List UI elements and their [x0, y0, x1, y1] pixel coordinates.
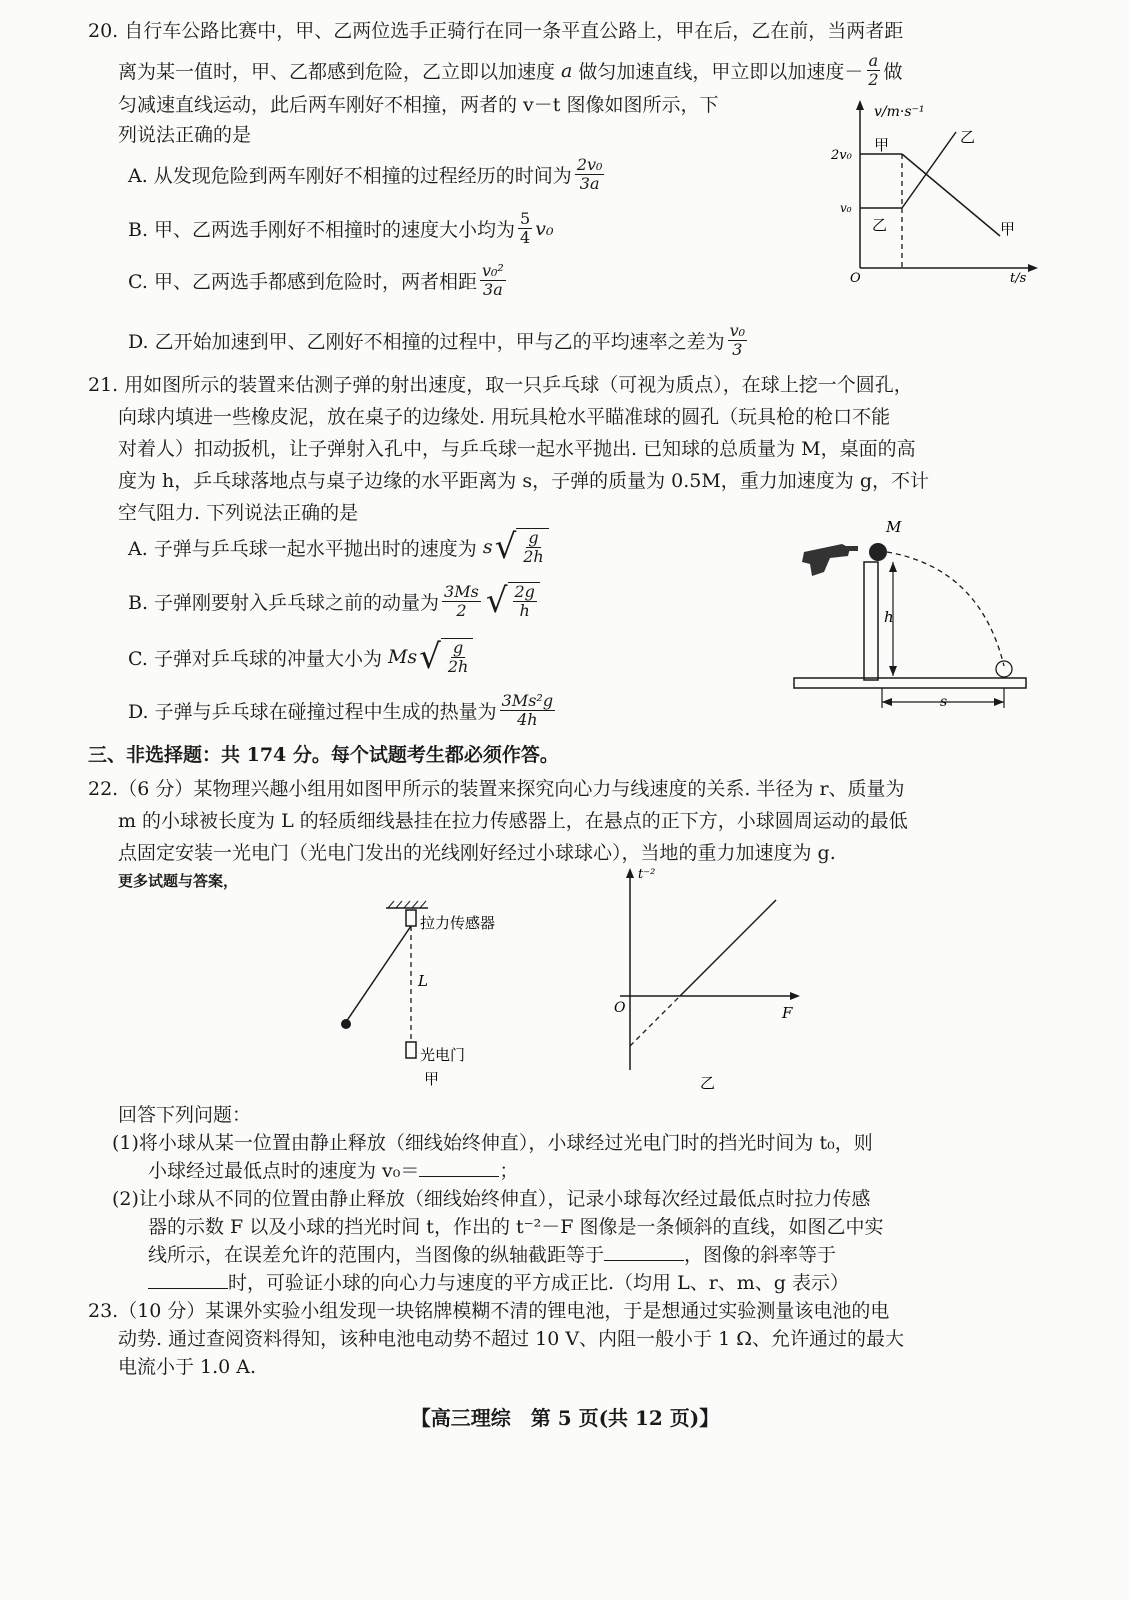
q21-stem-line4: 度为 h，乒乓球落地点与桌子边缘的水平距离为 s，子弹的质量为 0.5M，重力加速度为 g，不计: [118, 470, 929, 492]
q20-stem-line2c: 做匀加速直线，甲立即以加速度－: [578, 61, 864, 83]
q20-var-a: a: [561, 59, 573, 82]
q21-option-c: C. 子弹对乒乓球的冲量大小为 Ms √ $\frac{g}{2h}$: [128, 638, 475, 676]
svg-text:乙: 乙: [700, 1074, 716, 1092]
q20-stem-line3: 匀减速直线运动，此后两车刚好不相撞，两者的 v－t 图像如图所示，下: [118, 94, 719, 116]
svg-text:甲: 甲: [424, 1070, 440, 1088]
ball: [869, 543, 887, 561]
svg-text:甲: 甲: [1000, 220, 1016, 238]
q22-figure-yi: [600, 862, 810, 1092]
toy-gun-icon: [802, 544, 858, 576]
q21-option-d: D. 子弹与乒乓球在碰撞过程中生成的热量为 $\frac{\text{3Ms²g}}{4h}$: [128, 691, 554, 729]
svg-text:乙: 乙: [872, 216, 888, 234]
q20-option-a: A. 从发现危险到两车刚好不相撞的过程经历的时间为 $\frac{\text{2v₀}}{3a}$: [128, 155, 603, 193]
svg-text:甲: 甲: [874, 136, 890, 154]
watermark-text: 更多试题与答案，: [118, 872, 239, 890]
q21-table-figure: [790, 518, 1030, 718]
page-footer: 【高三理综 第 5 页(共 12 页)】: [410, 1406, 720, 1430]
yi-accel-segment: [902, 132, 956, 208]
answer-blank-3[interactable]: [148, 1270, 228, 1289]
q20-option-b: B. 甲、乙两选手刚好不相撞时的速度大小均为 $\frac{5}{4}$ v₀: [128, 209, 554, 247]
q23-stem-line2: 动势. 通过查阅资料得知，该种电池电动势不超过 10 V、内阻一般小于 1 Ω、允许通过的最大: [118, 1328, 904, 1350]
svg-text:O: O: [850, 271, 861, 286]
q22-part2-line4: 时，可验证小球的向心力与速度的平方成正比.（均用 L、r、m、g 表示）: [148, 1270, 849, 1296]
q22-part1-line1: (1)将小球从某一位置由静止释放（细线始终伸直），小球经过光电门时的挡光时间为 t₀，则: [112, 1132, 873, 1154]
q20-vt-graph: [830, 98, 1040, 288]
q21-stem-line1: 21. 用如图所示的装置来估测子弹的射出速度，取一只乒乓球（可视为质点），在球上挖一个圆孔，: [88, 374, 913, 396]
q21-stem-line2: 向球内填进一些橡皮泥，放在桌子的边缘处. 用玩具枪水平瞄准球的圆孔（玩具枪的枪口不能: [118, 406, 891, 428]
q23-stem-line3: 电流小于 1.0 A.: [118, 1356, 257, 1378]
q21-option-a: A. 子弹与乒乓球一起水平抛出时的速度为 s √ $\frac{g}{2h}$: [128, 528, 551, 566]
q20-acc-fraction: $\frac{a}{2}$: [868, 51, 879, 89]
q20-stem-line2a: 离为某一值时，甲、乙都感到危险，乙立即以加速度: [118, 61, 556, 83]
svg-text:t⁻²: t⁻²: [638, 867, 656, 882]
q22-part2-line2: 器的示数 F 以及小球的挡光时间 t，作出的 t⁻²－F 图像是一条倾斜的直线，如图乙中实: [148, 1216, 884, 1238]
svg-text:F: F: [782, 1004, 793, 1022]
q22-stem-line3: 点固定安装一光电门（光电门发出的光线刚好经过小球球心），当地的重力加速度为 g.: [118, 842, 836, 864]
q22-stem-line2: m 的小球被长度为 L 的轻质细线悬挂在拉力传感器上，在悬点的正下方，小球圆周运动的最低: [118, 810, 908, 832]
section-3-heading: 三、非选择题：共 174 分。每个试题考生都必须作答。: [88, 744, 559, 766]
pendulum-ball: [341, 1019, 351, 1029]
svg-text:s: s: [940, 694, 948, 710]
svg-text:2v₀: 2v₀: [831, 148, 852, 163]
q20-stem-line2d: 做: [883, 61, 903, 83]
q22-part2-line1: (2)让小球从不同的位置由静止释放（细线始终伸直），记录小球每次经过最低点时拉力传感: [112, 1188, 871, 1210]
svg-text:O: O: [614, 1000, 626, 1016]
q22-figure-jia: [330, 898, 510, 1098]
answer-blank-2[interactable]: [604, 1242, 684, 1261]
svg-text:乙: 乙: [960, 128, 976, 146]
svg-text:拉力传感器: 拉力传感器: [420, 914, 496, 932]
svg-text:L: L: [418, 972, 428, 990]
q20-option-d: D. 乙开始加速到甲、乙刚好不相撞的过程中，甲与乙的平均速率之差为 $\frac{\text{v₀}}{3}$: [128, 321, 746, 359]
q20-stem-line4: 列说法正确的是: [118, 124, 252, 146]
q20-stem-line2: [118, 52, 903, 89]
q22-answer-lead: 回答下列问题：: [118, 1104, 252, 1126]
q20-option-c: C. 甲、乙两选手都感到危险时，两者相距 $\frac{\text{v₀²}}{3a}$: [128, 261, 504, 299]
jia-decel-segment: [902, 154, 1000, 236]
q22-part2-line3: 线所示，在误差允许的范围内，当图像的纵轴截距等于 ，图像的斜率等于: [148, 1244, 837, 1266]
answer-blank-1[interactable]: [419, 1158, 499, 1177]
q21-stem-line5: 空气阻力. 下列说法正确的是: [118, 502, 359, 524]
q23-stem-line1: 23.（10 分）某课外实验小组发现一块铭牌模糊不清的锂电池，于是想通过实验测量该电池的电: [88, 1300, 890, 1322]
svg-text:v/m·s⁻¹: v/m·s⁻¹: [874, 104, 925, 120]
q21-stem-line3: 对着人）扣动扳机，让子弹射入孔中，与乒乓球一起水平抛出. 已知球的总质量为 M，桌面的高: [118, 438, 916, 460]
photogate: [406, 1042, 416, 1058]
q22-stem-line1: 22.（6 分）某物理兴趣小组用如图甲所示的装置来探究向心力与线速度的关系. 半径为 r、质量为: [88, 778, 905, 800]
svg-text:v₀: v₀: [840, 201, 852, 215]
q22-part1-line2: 小球经过最低点时的速度为 v₀＝ ；: [148, 1160, 519, 1182]
svg-text:M: M: [886, 518, 902, 536]
q20-stem-line1: 20. 自行车公路比赛中，甲、乙两位选手正骑行在同一条平直公路上，甲在后，乙在前，当两者距: [88, 20, 904, 42]
svg-text:光电门: 光电门: [420, 1046, 466, 1064]
svg-text:h: h: [884, 608, 894, 626]
q21-option-b: B. 子弹刚要射入乒乓球之前的动量为 $\frac{3Ms}{2}$ √ $\frac{2g}{h}$: [128, 582, 542, 620]
force-sensor: [406, 910, 416, 926]
svg-text:t/s: t/s: [1010, 271, 1027, 286]
